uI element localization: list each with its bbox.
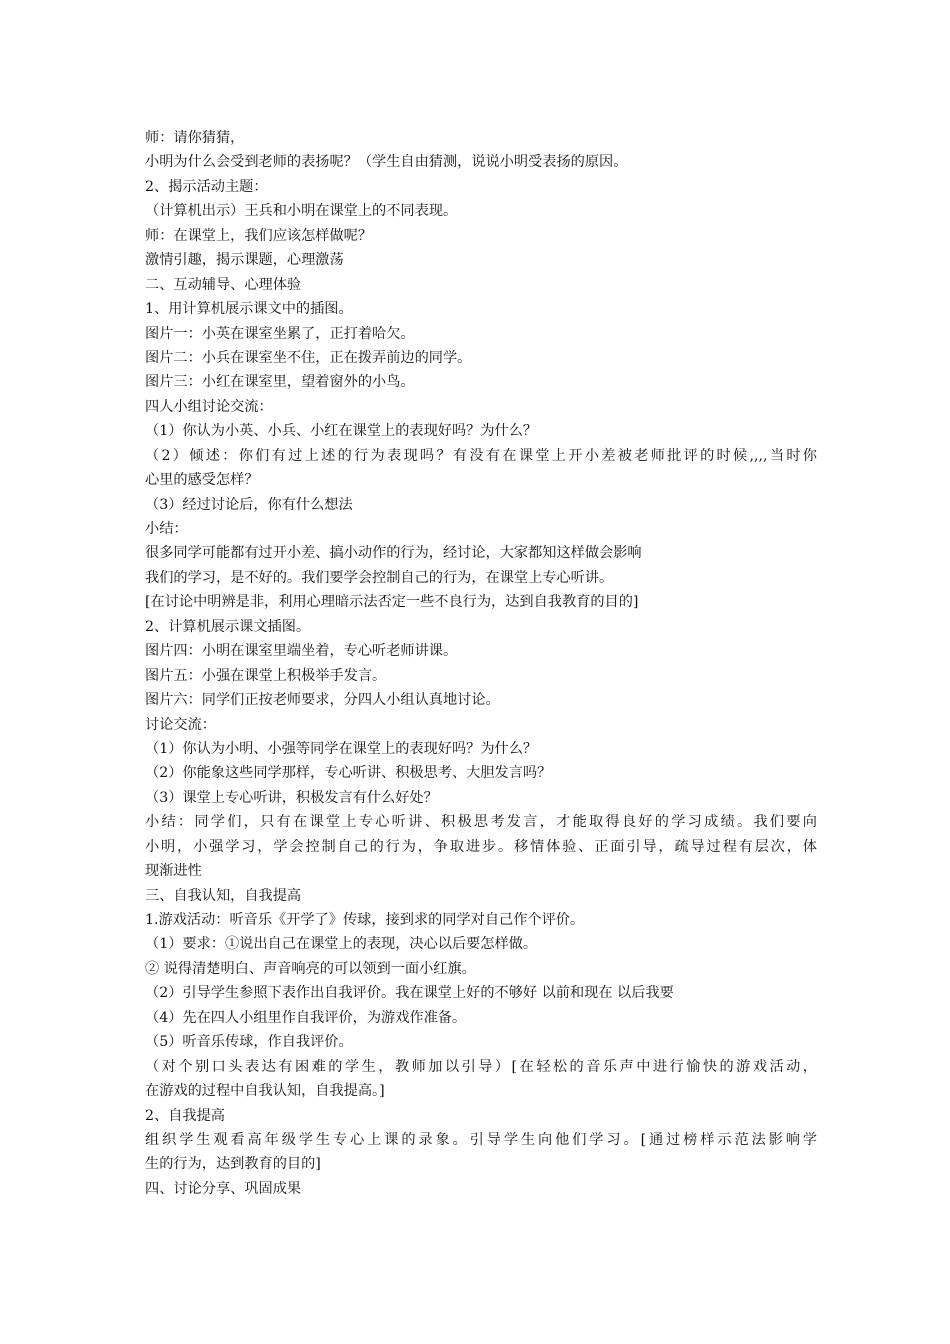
text-line: 2、计算机展示课文插图。 — [145, 618, 311, 635]
text-line: （3）课堂上专心听讲，积极发言有什么好处？ — [145, 789, 438, 806]
text-line: 小结： — [145, 521, 188, 537]
section-heading: 四、讨论分享、巩固成果 — [145, 1180, 302, 1197]
text-line: （对个别口头表达有困难的学生，教师加以引导）[在轻松的音乐声中进行愉快的游戏活动， — [145, 1058, 817, 1075]
text-line: （3）经过讨论后，你有什么想法 — [145, 496, 353, 513]
section-heading: 三、自我认知，自我提高 — [145, 887, 302, 904]
text-line: 2、自我提高 — [145, 1107, 225, 1124]
text-line: （2）倾述：你们有过上述的行为表现吗？有没有在课堂上开小差被老师批评的时候,,,,当时你 — [145, 447, 817, 464]
text-line: （1）你认为小英、小兵、小红在课堂上的表现好吗？为什么？ — [145, 423, 538, 440]
text-line: 我们的学习，是不好的。我们要学会控制自己的行为，在课堂上专心听讲。 — [145, 569, 614, 586]
text-line: （1）你认为小明、小强等同学在课堂上的表现好吗？为什么？ — [145, 740, 538, 757]
text-line: 1、用计算机展示课文中的插图。 — [145, 301, 353, 318]
text-line: 图片三：小红在课室里，望着窗外的小鸟。 — [145, 374, 415, 391]
text-line: （2）引导学生参照下表作出自我评价。我在课堂上好的不够好 以前和现在 以后我要 — [145, 985, 674, 1002]
text-line: 师：在课堂上，我们应该怎样做呢？ — [145, 227, 373, 244]
text-line: 图片四：小明在课室里端坐着，专心听老师讲课。 — [145, 643, 458, 660]
text-line: （计算机出示）王兵和小明在课堂上的不同表现。 — [145, 203, 458, 220]
text-line: 图片五：小强在课堂上积极举手发言。 — [145, 667, 387, 684]
text-line: 图片六：同学们正按老师要求，分四人小组认真地讨论。 — [145, 692, 500, 709]
section-heading: 二、互动辅导、心理体验 — [145, 276, 302, 293]
text-line: 很多同学可能都有过开小差、搞小动作的行为，经讨论，大家都知这样做会影响 — [145, 545, 642, 562]
text-line: （5）听音乐传球，作自我评价。 — [145, 1034, 353, 1051]
text-line: 在游戏的过程中自我认知，自我提高。] — [145, 1083, 385, 1100]
text-line: 激情引趣，揭示课题，心理激荡 — [145, 252, 344, 269]
text-line: 图片二：小兵在课室坐不住，正在拨弄前边的同学。 — [145, 349, 472, 366]
text-line: 2、揭示活动主题： — [145, 178, 268, 195]
text-line: 1.游戏活动：听音乐《开学了》传球，接到求的同学对自己作个评价。 — [145, 912, 585, 928]
text-line: 讨论交流： — [145, 716, 216, 733]
text-line: 现渐进性 — [145, 863, 202, 880]
text-line: 生的行为，达到教育的目的] — [145, 1156, 321, 1173]
text-line: 小结：同学们，只有在课堂上专心听讲、积极思考发言，才能取得良好的学习成绩。我们要向 — [145, 814, 817, 831]
text-line: （1）要求：①说出自己在课堂上的表现，决心以后要怎样做。 — [145, 936, 538, 953]
text-line: 四人小组讨论交流： — [145, 398, 273, 415]
document-body — [145, 126, 817, 1201]
text-line: 组织学生观看高年级学生专心上课的录象。引导学生向他们学习。[通过榜样示范法影响学 — [145, 1131, 817, 1148]
text-line: ② 说得清楚明白、声音响亮的可以领到一面小红旗。 — [145, 960, 476, 977]
text-line: （4）先在四人小组里作自我评价，为游戏作准备。 — [145, 1009, 467, 1026]
text-line: 小明，小强学习，学会控制自己的行为，争取进步。移情体验、正面引导，疏导过程有层次，体 — [145, 838, 817, 855]
text-line: 师：请你猜猜， — [145, 130, 245, 146]
text-line: （2）你能象这些同学那样，专心听讲、积极思考、大胆发言吗？ — [145, 765, 552, 782]
text-line: [在讨论中明辨是非，利用心理暗示法否定一些不良行为，达到自我教育的目的] — [145, 594, 639, 611]
text-line: 小明为什么会受到老师的表扬呢？（学生自由猜测，说说小明受表扬的原因。 — [145, 154, 628, 171]
text-line: 图片一：小英在课室坐累了，正打着哈欠。 — [145, 325, 415, 342]
text-line: 心里的感受怎样？ — [145, 472, 259, 489]
